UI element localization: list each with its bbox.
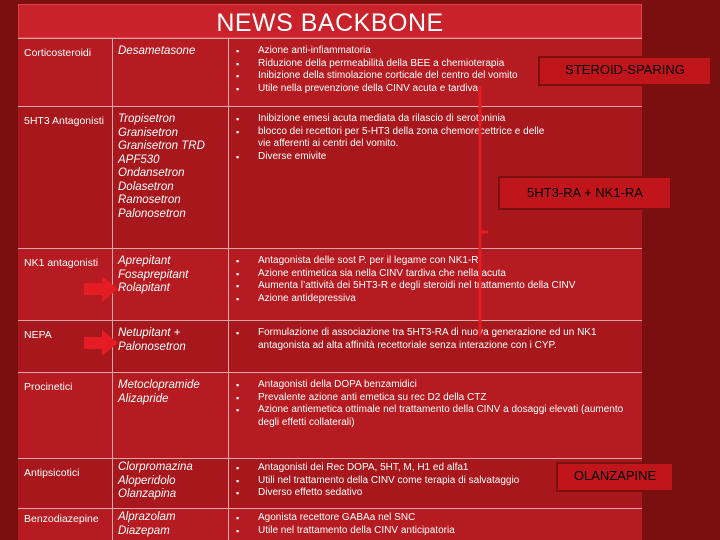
- list-item: ▪ Utile nella prevenzione della CINV acuta e tardiva: [234, 83, 636, 96]
- list-item: ▪ Inibizione emesi acuta mediata da rilascio di serotoninia: [234, 113, 636, 126]
- list-item: ▪ Utili nel trattamento della CINV come terapia di salvataggio: [234, 475, 636, 488]
- list-item: ▪ Prevalente azione anti emetica su rec D2 della CTZ: [234, 392, 636, 405]
- arrow-right-icon: [84, 330, 118, 356]
- list-item: ▪ Inibizione della stimolazione corticale del centro del vomito: [234, 70, 636, 83]
- slide-title: NEWS BACKBONE: [216, 9, 444, 37]
- drug-names: Metoclopramide Alizapride: [118, 379, 200, 405]
- drug-class: Benzodiazepine: [24, 513, 99, 525]
- drug-class: Corticosteroidi: [24, 47, 92, 59]
- ra-combo-callout: 5HT3-RA + NK1-RA: [498, 176, 672, 210]
- list-item: ▪ Azione entimetica sia nella CINV tardiva che nella acuta: [234, 268, 636, 281]
- drug-class: Procinetici: [24, 381, 73, 393]
- list-item: ▪ Utile nel trattamento della CINV anticipatoria: [234, 525, 636, 538]
- list-item: ▪ Aumenta l’attività dei 5HT3-R e degli steroidi nel trattamento della CINV: [234, 280, 636, 293]
- drug-names: Clorpromazina Aloperidolo Olanzapina: [118, 461, 193, 500]
- list-item: ▪ Antagonisti dei Rec DOPA, 5HT, M, H1 ed alfa1: [234, 462, 636, 475]
- drug-names: Tropisetron Granisetron Granisetron TRD APF530 Ondansetron Dolasetron Ramosetron Palonosetron: [118, 113, 205, 220]
- list-item: ▪ Diverse emivite: [234, 151, 636, 164]
- drug-class: 5HT3 Antagonisti: [24, 115, 104, 127]
- drug-names: Netupitant + Palonosetron: [118, 327, 186, 353]
- drug-names: Alprazolam Diazepam: [118, 511, 176, 537]
- drug-names: Desametasone: [118, 45, 196, 57]
- list-item: ▪ Azione antidepressiva: [234, 293, 636, 306]
- list-item: ▪ Agonista recettore GABAa nel SNC: [234, 512, 636, 525]
- drug-names: Aprepitant Fosaprepitant Rolapitant: [118, 255, 189, 294]
- list-item: ▪ Diverso effetto sedativo: [234, 487, 636, 500]
- olanzapine-callout: OLANZAPINE: [556, 462, 674, 492]
- arrow-right-icon: [84, 276, 118, 302]
- list-item: ▪ Antagonista delle sost P. per il legame con NK1-R: [234, 255, 636, 268]
- list-item: ▪ Azione anti-infiammatoria: [234, 45, 636, 58]
- list-item: ▪ blocco dei recettori per 5-HT3 della zona chemorecettrice e delle vie afferenti ai centri del vomito.: [234, 126, 636, 151]
- drug-class: Antipsicotici: [24, 467, 80, 479]
- list-item: ▪ Antagonisti della DOPA benzamidici: [234, 379, 636, 392]
- list-item: ▪ Formulazione di associazione tra 5HT3-RA di nuova generazione ed un NK1 antagonista ad alta affinità recettoriale senza interazione con i CYP.: [234, 327, 636, 352]
- list-item: ▪ Riduzione della permeabilità della BEE a chemioterapia: [234, 58, 636, 71]
- drug-class: NEPA: [24, 329, 52, 341]
- drug-class: NK1 antagonisti: [24, 257, 99, 269]
- list-item: ▪ Azione antiemetica ottimale nel trattamento della CINV a dosaggi elevati (aumento degli effetti collaterali): [234, 404, 636, 429]
- steroid-sparing-callout: STEROID-SPARING: [538, 56, 712, 86]
